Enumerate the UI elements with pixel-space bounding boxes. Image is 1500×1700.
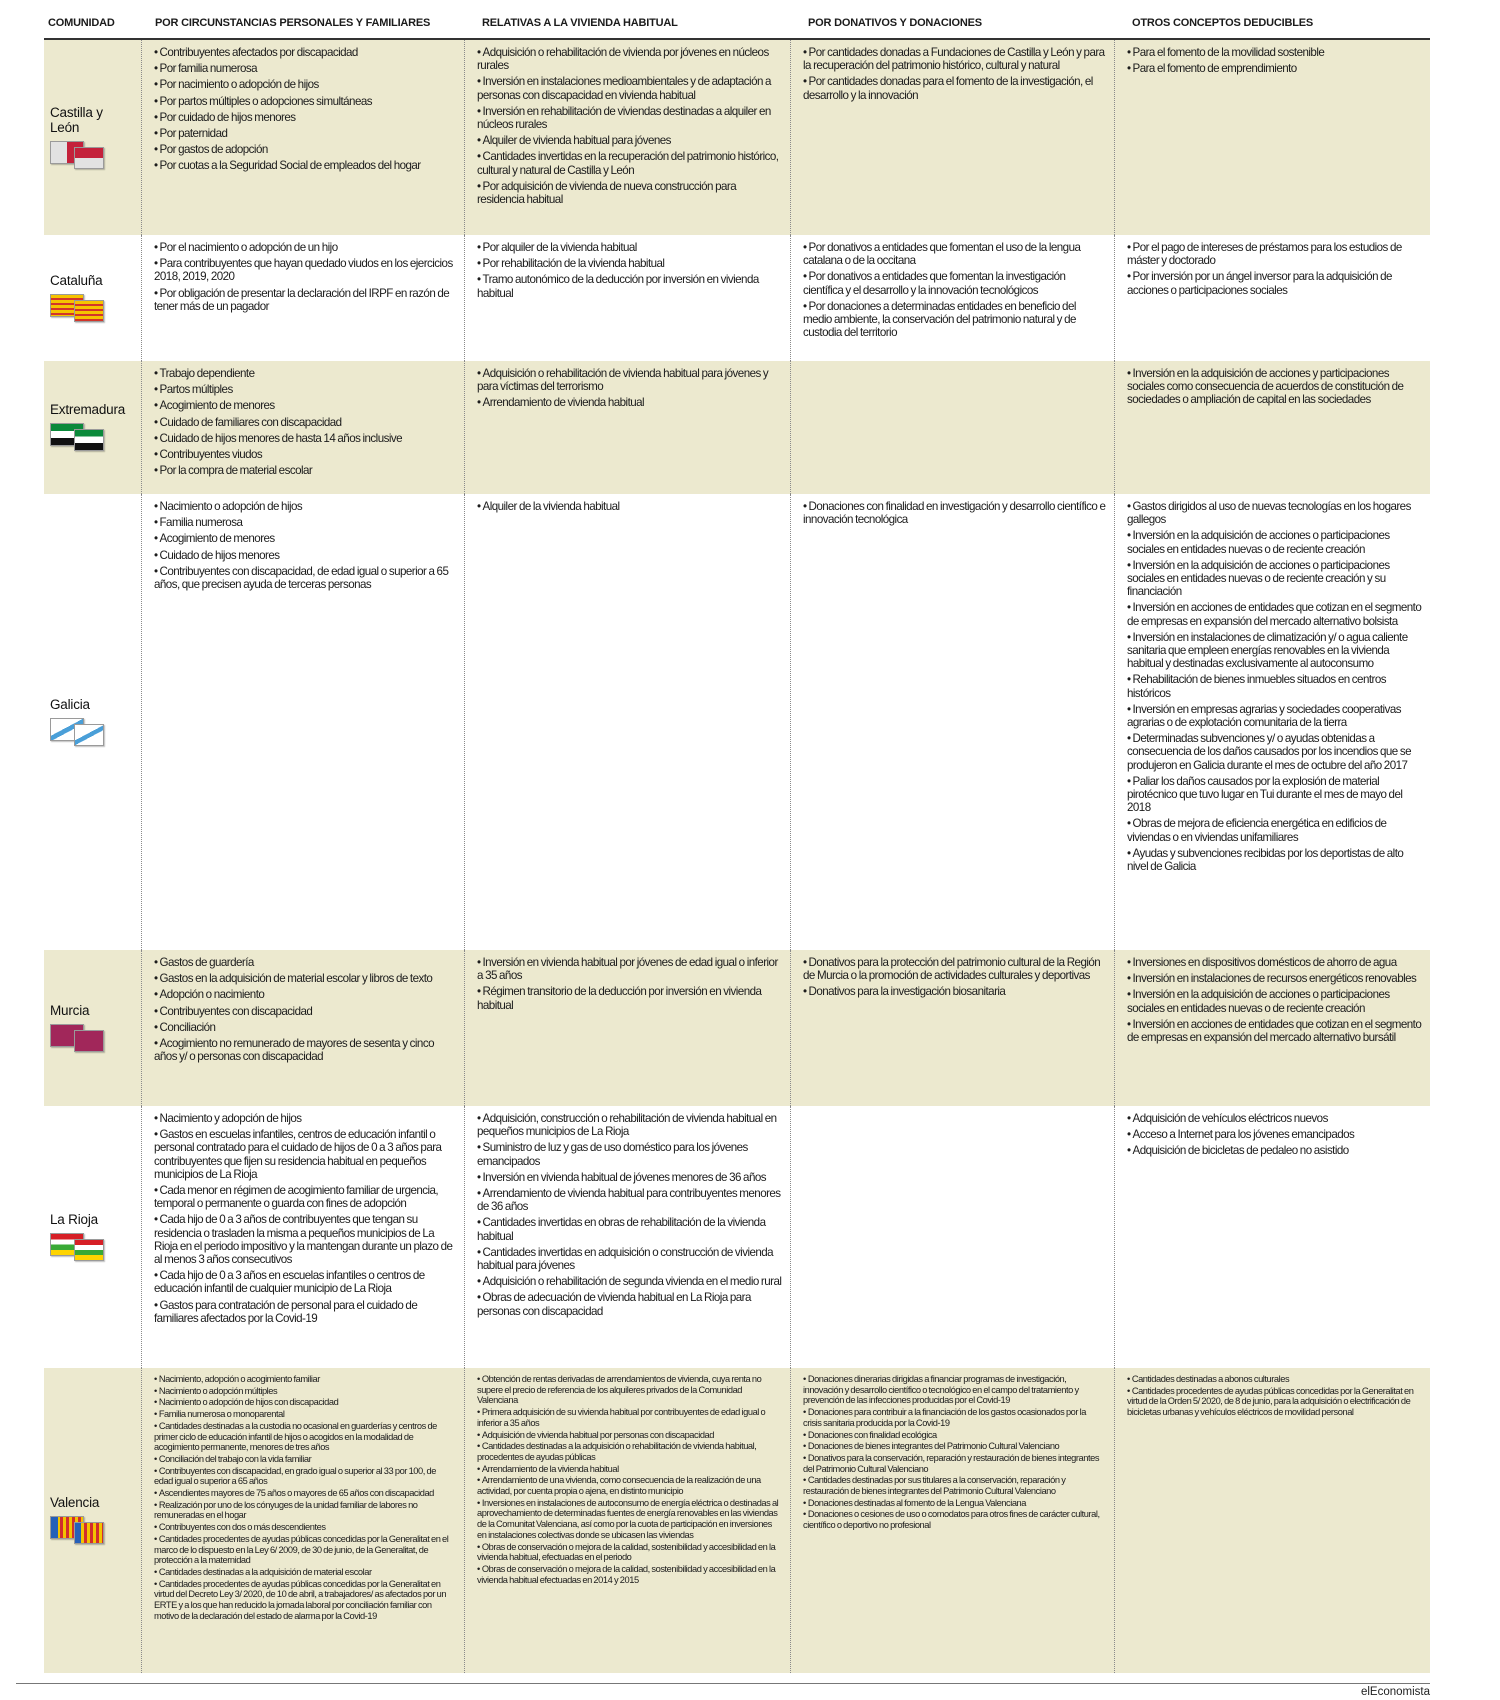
deduction-item: • Contribuyentes con discapacidad: [154, 1005, 456, 1018]
deduction-item: • Cantidades destinadas por sus titulares a la conservación, reparación y restauración de bienes integrantes del Patrimonio Cultural Valenciano: [803, 1475, 1106, 1496]
deduction-item: • Paliar los daños causados por la explosión de material pirotécnico que tuvo lugar en Tui durante el mes de mayo del 2018: [1127, 775, 1422, 815]
deduction-item: • Por gastos de adopción: [154, 143, 456, 156]
deduction-item: • Inversión en acciones de entidades que cotizan en el segmento de empresas en expansión del mercado alternativo bursátil: [1127, 1018, 1422, 1044]
deduction-item: • Donaciones destinadas al fomento de la Lengua Valenciana: [803, 1498, 1106, 1509]
table-row: [44, 1368, 1430, 1673]
deduction-item: • Familia numerosa o monoparental: [154, 1409, 456, 1420]
deduction-item: • Cantidades destinadas a la adquisición o rehabilitación de vivienda habitual, procedentes de ayudas públicas: [477, 1441, 782, 1462]
deduction-item: • Gastos para contratación de personal para el cuidado de familiares afectados por la Covid-19: [154, 1299, 456, 1325]
donations-cell: [790, 1106, 1114, 1368]
housing-cell: [464, 494, 790, 950]
other-deductions-cell: [1114, 40, 1430, 235]
region-name: Cataluña: [50, 272, 103, 288]
table-row: [44, 40, 1430, 235]
deduction-item: • Por donativos a entidades que fomentan el uso de la lengua catalana o de la occitana: [803, 241, 1106, 267]
region-cell: [44, 1106, 141, 1368]
region-name: Murcia: [50, 1002, 90, 1018]
deduction-item: • Cantidades destinadas a la custodia no ocasional en guarderías y centros de primer ciclo de educación infantil de hijos o acogidos en la modalidad de acogimiento permanente, menores de tres años: [154, 1421, 456, 1453]
deduction-item: • Nacimiento o adopción múltiples: [154, 1386, 456, 1397]
deduction-item: • Conciliación del trabajo con la vida familiar: [154, 1454, 456, 1465]
deduction-item: • Adquisición de vehículos eléctricos nuevos: [1127, 1112, 1422, 1125]
housing-cell: [464, 235, 790, 361]
housing-cell: [464, 1106, 790, 1368]
table-row: [44, 1106, 1430, 1368]
header-donativos: POR DONATIVOS Y DONACIONES: [808, 17, 982, 29]
deduction-item: • Donativos para la investigación biosanitaria: [803, 985, 1106, 998]
deduction-item: • Gastos dirigidos al uso de nuevas tecnologías en los hogares gallegos: [1127, 500, 1422, 526]
deduction-item: • Por inversión por un ángel inversor para la adquisición de acciones o participaciones sociales: [1127, 270, 1422, 296]
deduction-item: • Cantidades invertidas en obras de rehabilitación de la vivienda habitual: [477, 1216, 782, 1242]
deduction-item: • Inversiones en dispositivos domésticos de ahorro de agua: [1127, 956, 1422, 969]
deduction-item: • Por el pago de intereses de préstamos para los estudios de máster y doctorado: [1127, 241, 1422, 267]
flag-back-icon: [74, 1522, 104, 1544]
deduction-list: [154, 1374, 456, 1621]
deduction-item: • Rehabilitación de bienes inmuebles situados en centros históricos: [1127, 673, 1422, 699]
deduction-item: • Adquisición, construcción o rehabilitación de vivienda habitual en pequeños municipios de La Rioja: [477, 1112, 782, 1138]
deduction-item: • Cantidades destinadas a abonos culturales: [1127, 1374, 1422, 1385]
deduction-item: • Inversión en la adquisición de acciones o participaciones sociales en entidades nuevas o de reciente creación: [1127, 988, 1422, 1014]
deduction-item: • Régimen transitorio de la deducción por inversión en vivienda habitual: [477, 985, 782, 1011]
deduction-item: • Trabajo dependiente: [154, 367, 456, 380]
housing-cell: [464, 361, 790, 494]
flag-back-icon: [74, 147, 104, 169]
deduction-list: [803, 956, 1106, 999]
housing-cell: [464, 1368, 790, 1673]
other-deductions-cell: [1114, 950, 1430, 1106]
deduction-list: [1127, 241, 1422, 297]
deduction-item: • Inversión en vivienda habitual de jóvenes menores de 36 años: [477, 1171, 782, 1184]
deduction-item: • Para el fomento de la movilidad sostenible: [1127, 46, 1422, 59]
other-deductions-cell: [1114, 494, 1430, 950]
region-cell: [44, 494, 141, 950]
other-deductions-cell: [1114, 1368, 1430, 1673]
deduction-item: • Donativos para la conservación, reparación y restauración de bienes integrantes del Patrimonio Cultural Valenciano: [803, 1453, 1106, 1474]
deduction-item: • Nacimiento o adopción de hijos con discapacidad: [154, 1397, 456, 1408]
table-row: [44, 950, 1430, 1106]
deduction-item: • Adquisición o rehabilitación de segunda vivienda en el medio rural: [477, 1275, 782, 1288]
personal-circumstances-cell: [141, 40, 464, 235]
region-cell: [44, 1368, 141, 1673]
deduction-item: • Adquisición o rehabilitación de vivienda por jóvenes en núcleos rurales: [477, 46, 782, 72]
deduction-item: • Inversión en empresas agrarias y sociedades cooperativas agrarias o de explotación comunitaria de la tierra: [1127, 703, 1422, 729]
extremadura-flag-icon: [50, 423, 135, 453]
deduction-list: [803, 241, 1106, 339]
deduction-item: • Por nacimiento o adopción de hijos: [154, 78, 456, 91]
deduction-list: [803, 46, 1106, 102]
deduction-item: • Por partos múltiples o adopciones simultáneas: [154, 95, 456, 108]
deduction-item: • Cada hijo de 0 a 3 años en escuelas infantiles o centros de educación infantil de cualquier municipio de La Rioja: [154, 1269, 456, 1295]
deduction-item: • Inversión en la adquisición de acciones y participaciones sociales como consecuencia de acuerdos de constitución de sociedades o ampliación de capital en las sociedades: [1127, 367, 1422, 407]
flag-back-icon: [74, 724, 104, 746]
region-cell: [44, 235, 141, 361]
deduction-item: • Cantidades procedentes de ayudas públicas concedidas por la Generalitat en virtud del Decreto Ley 3/ 2020, de 10 de abril, a trabajadores/ as afectados por un ERTE y a los que han reducido la jornada laboral por conciliación familiar con motivo de la declaración del estado de alarma por la Covid-19: [154, 1579, 456, 1622]
deduction-item: • Arrendamiento de vivienda habitual: [477, 396, 782, 409]
deduction-item: • Inversión en rehabilitación de viviendas destinadas a alquiler en núcleos rurales: [477, 105, 782, 131]
deduction-item: • Acceso a Internet para los jóvenes emancipados: [1127, 1128, 1422, 1141]
flag-back-icon: [74, 300, 104, 322]
deduction-item: • Por la compra de material escolar: [154, 464, 456, 477]
deduction-item: • Cuidado de hijos menores: [154, 549, 456, 562]
housing-cell: [464, 40, 790, 235]
deduction-item: • Donaciones de bienes integrantes del Patrimonio Cultural Valenciano: [803, 1441, 1106, 1452]
deduction-item: • Por rehabilitación de la vivienda habitual: [477, 257, 782, 270]
deduction-item: • Por cantidades donadas a Fundaciones de Castilla y León y para la recuperación del patrimonio histórico, cultural y natural: [803, 46, 1106, 72]
region-name: Castilla y León: [50, 104, 103, 135]
donations-cell: [790, 235, 1114, 361]
personal-circumstances-cell: [141, 1368, 464, 1673]
deduction-list: [1127, 956, 1422, 1044]
deduction-item: • Cantidades procedentes de ayudas públicas concedidas por la Generalitat en el marco de lo dispuesto en la Ley 6/ 2009, de 30 de junio, de la Generalitat, de protección a la maternidad: [154, 1534, 456, 1566]
deduction-item: • Suministro de luz y gas de uso doméstico para los jóvenes emancipados: [477, 1141, 782, 1167]
donations-cell: [790, 494, 1114, 950]
deduction-item: • Acogimiento no remunerado de mayores de sesenta y cinco años y/ o personas con discapacidad: [154, 1037, 456, 1063]
deduction-list: [154, 500, 456, 591]
deduction-list: [154, 241, 456, 313]
table-row: [44, 494, 1430, 950]
deduction-item: • Por alquiler de la vivienda habitual: [477, 241, 782, 254]
deduction-item: • Conciliación: [154, 1021, 456, 1034]
deduction-item: • Inversión en la adquisición de acciones o participaciones sociales en entidades nuevas o de reciente creación y su financiación: [1127, 559, 1422, 599]
deduction-item: • Por paternidad: [154, 127, 456, 140]
other-deductions-cell: [1114, 1106, 1430, 1368]
deduction-item: • Cantidades invertidas en adquisición o construcción de vivienda habitual para jóvenes: [477, 1246, 782, 1272]
deduction-item: • Nacimiento o adopción de hijos: [154, 500, 456, 513]
deduction-item: • Donaciones para contribuir a la financiación de los gastos ocasionados por la crisis sanitaria producida por la Covid-19: [803, 1407, 1106, 1428]
deductions-table: [44, 8, 1430, 1673]
valencia-flag-icon: [50, 1516, 135, 1546]
deduction-item: • Obras de mejora de eficiencia energética en edificios de viviendas o en viviendas unifamiliares: [1127, 817, 1422, 843]
header-vivienda: RELATIVAS A LA VIVIENDA HABITUAL: [482, 17, 678, 29]
donations-cell: [790, 40, 1114, 235]
deduction-item: • Adquisición de vivienda habitual por personas con discapacidad: [477, 1430, 782, 1441]
deduction-list: [477, 241, 782, 300]
deduction-item: • Alquiler de la vivienda habitual: [477, 500, 782, 513]
deduction-item: • Para el fomento de emprendimiento: [1127, 62, 1422, 75]
table-row: [44, 235, 1430, 361]
deduction-item: • Inversión en instalaciones medioambientales y de adaptación a personas con discapacidad en vivienda habitual: [477, 75, 782, 101]
deduction-item: • Contribuyentes con discapacidad, de edad igual o superior a 65 años, que precisen ayuda de terceras personas: [154, 565, 456, 591]
header-personales: POR CIRCUNSTANCIAS PERSONALES Y FAMILIARES: [155, 17, 431, 29]
table-header: [44, 8, 1430, 40]
flag-back-icon: [74, 429, 104, 451]
deduction-item: • Adquisición o rehabilitación de vivienda habitual para jóvenes y para víctimas del terrorismo: [477, 367, 782, 393]
deduction-list: [477, 367, 782, 410]
personal-circumstances-cell: [141, 494, 464, 950]
deduction-list: [803, 1374, 1106, 1531]
deduction-list: [1127, 46, 1422, 75]
deduction-list: [477, 956, 782, 1012]
donations-cell: [790, 950, 1114, 1106]
deduction-item: • Donaciones con finalidad ecológica: [803, 1430, 1106, 1441]
deduction-list: [803, 500, 1106, 526]
deduction-item: • Gastos de guardería: [154, 956, 456, 969]
cataluna-flag-icon: [50, 294, 135, 324]
region-cell: [44, 40, 141, 235]
deduction-item: • Contribuyentes con dos o más descendientes: [154, 1522, 456, 1533]
deduction-item: • Por cuidado de hijos menores: [154, 111, 456, 124]
castilla-y-leon-flag-icon: [50, 141, 135, 171]
deduction-item: • Gastos en la adquisición de material escolar y libros de texto: [154, 972, 456, 985]
deduction-item: • Inversión en vivienda habitual por jóvenes de edad igual o inferior a 35 años: [477, 956, 782, 982]
deduction-item: • Obtención de rentas derivadas de arrendamientos de vivienda, cuya renta no supere el precio de referencia de los alquileres privados de la Comunidad Valenciana: [477, 1374, 782, 1406]
deduction-item: • Por adquisición de vivienda de nueva construcción para residencia habitual: [477, 180, 782, 206]
deduction-item: • Cuidado de familiares con discapacidad: [154, 416, 456, 429]
deduction-list: [477, 500, 782, 513]
deduction-item: • Gastos en escuelas infantiles, centros de educación infantil o personal contratado para el cuidado de hijos de 0 a 3 años para contribuyentes que fijen su residencia habitual en pequeños municipios de La Rioja: [154, 1128, 456, 1181]
deduction-item: • Para contribuyentes que hayan quedado viudos en los ejercicios 2018, 2019, 2020: [154, 257, 456, 283]
donations-cell: [790, 1368, 1114, 1673]
deduction-item: • Obras de conservación o mejora de la calidad, sostenibilidad y accesibilidad en la vivienda habitual efectuadas en 2014 y 2015: [477, 1564, 782, 1585]
deduction-list: [477, 1112, 782, 1318]
deduction-list: [154, 1112, 456, 1325]
deduction-item: • Inversión en instalaciones de recursos energéticos renovables: [1127, 972, 1422, 985]
table-row: [44, 361, 1430, 494]
header-comunidad: COMUNIDAD: [48, 17, 115, 29]
deduction-list: [1127, 1112, 1422, 1158]
deduction-item: • Cuidado de hijos menores de hasta 14 años inclusive: [154, 432, 456, 445]
region-name: Valencia: [50, 1495, 100, 1510]
region-cell: [44, 361, 141, 494]
deduction-item: • Inversión en la adquisición de acciones o participaciones sociales en entidades nuevas o de reciente creación: [1127, 529, 1422, 555]
deduction-list: [154, 956, 456, 1063]
header-otros: OTROS CONCEPTOS DEDUCIBLES: [1132, 17, 1314, 29]
personal-circumstances-cell: [141, 235, 464, 361]
deduction-item: • Determinadas subvenciones y/ o ayudas obtenidas a consecuencia de los daños causados por los incendios que se produjeron en Galicia durante el mes de octubre del año 2017: [1127, 732, 1422, 772]
deduction-list: [154, 46, 456, 173]
deduction-list: [1127, 500, 1422, 873]
region-name: Extremadura: [50, 402, 126, 417]
deduction-item: • Alquiler de vivienda habitual para jóvenes: [477, 134, 782, 147]
deduction-item: • Por obligación de presentar la declaración del IRPF en razón de tener más de un pagador: [154, 287, 456, 313]
table-body: [44, 40, 1430, 1673]
region-name: La Rioja: [50, 1211, 98, 1227]
deduction-item: • Ascendientes mayores de 75 años o mayores de 65 años con discapacidad: [154, 1488, 456, 1499]
personal-circumstances-cell: [141, 361, 464, 494]
deduction-item: • Por el nacimiento o adopción de un hijo: [154, 241, 456, 254]
deduction-list: [477, 1374, 782, 1585]
deduction-item: • Por cuotas a la Seguridad Social de empleados del hogar: [154, 159, 456, 172]
deduction-item: • Familia numerosa: [154, 516, 456, 529]
flag-back-icon: [74, 1239, 104, 1261]
deduction-item: • Inversión en instalaciones de climatización y/ o agua caliente sanitaria que empleen energías renovables en la vivienda habitual y destinadas exclusivamente al autoconsumo: [1127, 631, 1422, 671]
personal-circumstances-cell: [141, 1106, 464, 1368]
deduction-item: • Por donaciones a determinadas entidades en beneficio del medio ambiente, la conservación del patrimonio natural y de custodia del territorio: [803, 300, 1106, 340]
personal-circumstances-cell: [141, 950, 464, 1106]
deduction-item: • Realización por uno de los cónyuges de la unidad familiar de labores no remuneradas en el hogar: [154, 1500, 456, 1521]
deduction-item: • Contribuyentes afectados por discapacidad: [154, 46, 456, 59]
region-cell: [44, 950, 141, 1106]
deduction-item: • Por cantidades donadas para el fomento de la investigación, el desarrollo y la innovación: [803, 75, 1106, 101]
deduction-item: • Nacimiento y adopción de hijos: [154, 1112, 456, 1125]
deduction-item: • Inversión en acciones de entidades que cotizan en el segmento de empresas en expansión del mercado alternativo bolsista: [1127, 601, 1422, 627]
deduction-item: • Cada menor en régimen de acogimiento familiar de urgencia, temporal o permanente o guarda con fines de adopción: [154, 1184, 456, 1210]
deduction-item: • Adopción o nacimiento: [154, 988, 456, 1001]
deduction-item: • Obras de adecuación de vivienda habitual en La Rioja para personas con discapacidad: [477, 1291, 782, 1317]
deduction-item: • Cada hijo de 0 a 3 años de contribuyentes que tengan su residencia o trasladen la misma a pequeños municipios de La Rioja en el periodo impositivo y la mantengan durante un plazo de al menos 3 años consecutivos: [154, 1213, 456, 1266]
donations-cell: [790, 361, 1114, 494]
other-deductions-cell: [1114, 361, 1430, 494]
deduction-item: • Donativos para la protección del patrimonio cultural de la Región de Murcia o la promoción de actividades culturales y deportivas: [803, 956, 1106, 982]
deduction-item: • Inversiones en instalaciones de autoconsumo de energía eléctrica o destinadas al aprovechamiento de determinadas fuentes de energía renovables en las viviendas de la Comunitat Valenciana, así como por la cuota de participación en inversiones en instalaciones colectivas donde se ubicasen las viviendas: [477, 1498, 782, 1541]
galicia-flag-icon: [50, 718, 135, 748]
murcia-flag-icon: [50, 1024, 135, 1054]
deduction-item: • Arrendamiento de la vivienda habitual: [477, 1464, 782, 1475]
deduction-item: • Partos múltiples: [154, 383, 456, 396]
deduction-item: • Contribuyentes viudos: [154, 448, 456, 461]
deduction-item: • Cantidades destinadas a la adquisición de material escolar: [154, 1567, 456, 1578]
deduction-item: • Cantidades invertidas en la recuperación del patrimonio histórico, cultural y natural de Castilla y León: [477, 150, 782, 176]
deduction-item: • Nacimiento, adopción o acogimiento familiar: [154, 1374, 456, 1385]
deduction-item: • Primera adquisición de su vivienda habitual por contribuyentes de edad igual o inferior a 35 años: [477, 1407, 782, 1428]
footer-divider: [16, 1683, 1430, 1684]
flag-back-icon: [74, 1030, 104, 1052]
deduction-item: • Tramo autonómico de la deducción por inversión en vivienda habitual: [477, 273, 782, 299]
other-deductions-cell: [1114, 235, 1430, 361]
deduction-list: [1127, 367, 1422, 407]
brand-label: elEconomista: [1360, 1686, 1430, 1698]
deduction-item: • Ayudas y subvenciones recibidas por los deportistas de alto nivel de Galicia: [1127, 847, 1422, 873]
deduction-item: • Arrendamiento de vivienda habitual para contribuyentes menores de 36 años: [477, 1187, 782, 1213]
deduction-list: [154, 367, 456, 477]
deduction-item: • Por familia numerosa: [154, 62, 456, 75]
deduction-item: • Adquisición de bicicletas de pedaleo no asistido: [1127, 1144, 1422, 1157]
deduction-item: • Acogimiento de menores: [154, 532, 456, 545]
la-rioja-flag-icon: [50, 1233, 135, 1263]
deduction-item: • Acogimiento de menores: [154, 399, 456, 412]
region-name: Galicia: [50, 696, 90, 712]
deduction-item: • Contribuyentes con discapacidad, en grado igual o superior al 33 por 100, de edad igual o superior a 65 años: [154, 1466, 456, 1487]
deduction-item: • Donaciones con finalidad en investigación y desarrollo científico e innovación tecnológica: [803, 500, 1106, 526]
deduction-list: [1127, 1374, 1422, 1418]
deduction-list: [477, 46, 782, 206]
housing-cell: [464, 950, 790, 1106]
deduction-item: • Donaciones o cesiones de uso o comodatos para otros fines de carácter cultural, científico o deportivo no profesional: [803, 1509, 1106, 1530]
deduction-item: • Arrendamiento de una vivienda, como consecuencia de la realización de una actividad, por cuenta propia o ajena, en distinto municipio: [477, 1475, 782, 1496]
deduction-item: • Cantidades procedentes de ayudas públicas concedidas por la Generalitat en virtud de la Orden 5/ 2020, de 8 de junio, para la adquisición o electrificación de bicicletas urbanas y vehículos eléctricos de movilidad personal: [1127, 1386, 1422, 1418]
deduction-item: • Obras de conservación o mejora de la calidad, sostenibilidad y accesibilidad en la vivienda habitual, efectuadas en el periodo: [477, 1542, 782, 1563]
deduction-item: • Donaciones dinerarias dirigidas a financiar programas de investigación, innovación y desarrollo científico o tecnológico en el campo del tratamiento y prevención de las infecciones producidas por el Covid-19: [803, 1374, 1106, 1406]
deduction-item: • Por donativos a entidades que fomentan la investigación científica y el desarrollo y la innovación tecnológicos: [803, 270, 1106, 296]
